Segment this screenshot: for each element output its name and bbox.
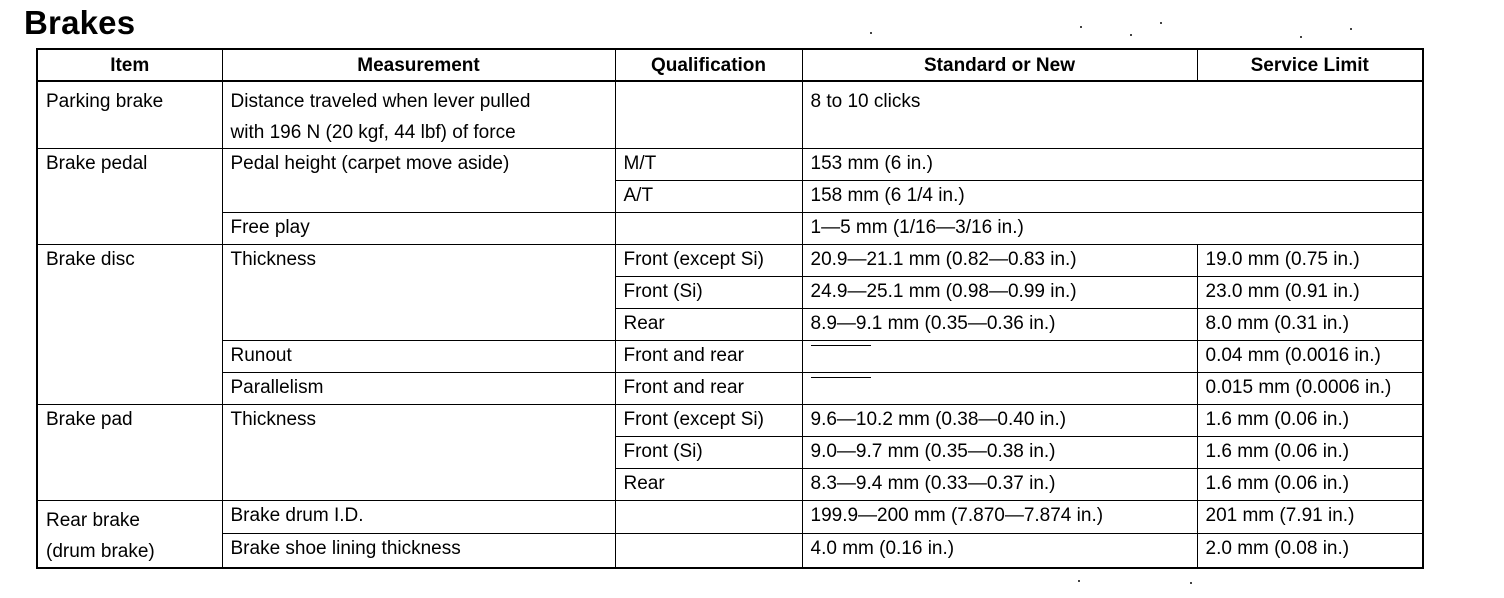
scan-speck (1160, 22, 1162, 24)
standard-cell: 1—5 mm (1/16—3/16 in.) (802, 213, 1423, 245)
scan-speck (1130, 34, 1132, 36)
header-row (37, 49, 1423, 81)
measurement-line: with 196 N (20 kgf, 44 lbf) of force (230, 122, 516, 143)
scan-speck (1080, 26, 1082, 28)
table-row (37, 373, 1423, 405)
service-limit-cell: 23.0 mm (0.91 in.) (1197, 277, 1423, 309)
qualification-cell: Front (except Si) (615, 245, 802, 277)
service-limit-cell: 0.04 mm (0.0016 in.) (1197, 341, 1423, 373)
standard-cell: 9.6—10.2 mm (0.38—0.40 in.) (802, 405, 1197, 437)
measurement-line: Distance traveled when lever pulled (230, 91, 531, 112)
header-item: Item (37, 49, 222, 81)
table-row (37, 405, 1423, 437)
standard-cell: 20.9—21.1 mm (0.82—0.83 in.) (802, 245, 1197, 277)
measurement-cell: Thickness (222, 405, 615, 501)
qualification-cell: Rear (615, 469, 802, 501)
qualification-cell: Front (Si) (615, 277, 802, 309)
qualification-cell (615, 534, 802, 568)
qualification-cell: Front (except Si) (615, 405, 802, 437)
table-row (37, 213, 1423, 245)
scan-speck (1350, 28, 1352, 30)
measurement-cell: Free play (222, 213, 615, 245)
standard-cell: 8.3—9.4 mm (0.33—0.37 in.) (802, 469, 1197, 501)
qualification-cell (615, 213, 802, 245)
measurement-cell: Runout (222, 341, 615, 373)
table-row (37, 149, 1423, 181)
standard-cell: 8.9—9.1 mm (0.35—0.36 in.) (802, 309, 1197, 341)
service-limit-cell: 1.6 mm (0.06 in.) (1197, 469, 1423, 501)
service-limit-cell: 19.0 mm (0.75 in.) (1197, 245, 1423, 277)
table-row (37, 501, 1423, 534)
standard-cell: 153 mm (6 in.) (802, 149, 1423, 181)
not-applicable-dash (811, 345, 871, 346)
service-limit-cell: 8.0 mm (0.31 in.) (1197, 309, 1423, 341)
standard-cell (802, 341, 1197, 373)
table-row (37, 81, 1423, 149)
qualification-cell (615, 81, 802, 149)
service-limit-cell: 201 mm (7.91 in.) (1197, 501, 1423, 534)
item-cell: Brake pad (37, 405, 222, 501)
qualification-cell: Front (Si) (615, 437, 802, 469)
header-measurement: Measurement (222, 49, 615, 81)
standard-cell: 158 mm (6 1/4 in.) (802, 181, 1423, 213)
standard-cell: 8 to 10 clicks (802, 81, 1423, 149)
service-limit-cell: 1.6 mm (0.06 in.) (1197, 405, 1423, 437)
standard-cell: 4.0 mm (0.16 in.) (802, 534, 1197, 568)
measurement-cell: Thickness (222, 245, 615, 341)
qualification-cell: M/T (615, 149, 802, 181)
service-limit-cell: 1.6 mm (0.06 in.) (1197, 437, 1423, 469)
table-row (37, 534, 1423, 568)
table-row (37, 341, 1423, 373)
header-qualification: Qualification (615, 49, 802, 81)
item-cell: Brake disc (37, 245, 222, 405)
measurement-cell: Pedal height (carpet move aside) (222, 149, 615, 213)
scan-speck (1190, 582, 1192, 584)
qualification-cell (615, 501, 802, 534)
table-row (37, 245, 1423, 277)
item-label: Rear brake (46, 510, 140, 531)
header-service-limit: Service Limit (1197, 49, 1423, 81)
item-cell (37, 81, 222, 149)
standard-cell: 24.9—25.1 mm (0.98—0.99 in.) (802, 277, 1197, 309)
qualification-cell: Front and rear (615, 373, 802, 405)
not-applicable-dash (811, 377, 871, 378)
item-cell (37, 501, 222, 569)
standard-cell: 199.9—200 mm (7.870—7.874 in.) (802, 501, 1197, 534)
item-cell: Brake pedal (37, 149, 222, 245)
header-standard: Standard or New (802, 49, 1197, 81)
item-label: (drum brake) (46, 541, 155, 562)
scan-speck (1078, 580, 1080, 582)
qualification-cell: Front and rear (615, 341, 802, 373)
item-label: Parking brake (46, 91, 164, 112)
qualification-cell: A/T (615, 181, 802, 213)
measurement-cell: Brake drum I.D. (222, 501, 615, 534)
measurement-cell: Parallelism (222, 373, 615, 405)
scan-speck (1300, 36, 1302, 38)
measurement-cell (222, 81, 615, 149)
measurement-cell: Brake shoe lining thickness (222, 534, 615, 568)
service-limit-cell: 0.015 mm (0.0006 in.) (1197, 373, 1423, 405)
qualification-cell: Rear (615, 309, 802, 341)
page-title: Brakes (24, 4, 136, 41)
standard-cell (802, 373, 1197, 405)
brakes-spec-table (36, 48, 1424, 569)
service-limit-cell: 2.0 mm (0.08 in.) (1197, 534, 1423, 568)
standard-cell: 9.0—9.7 mm (0.35—0.38 in.) (802, 437, 1197, 469)
scan-speck (870, 32, 872, 34)
